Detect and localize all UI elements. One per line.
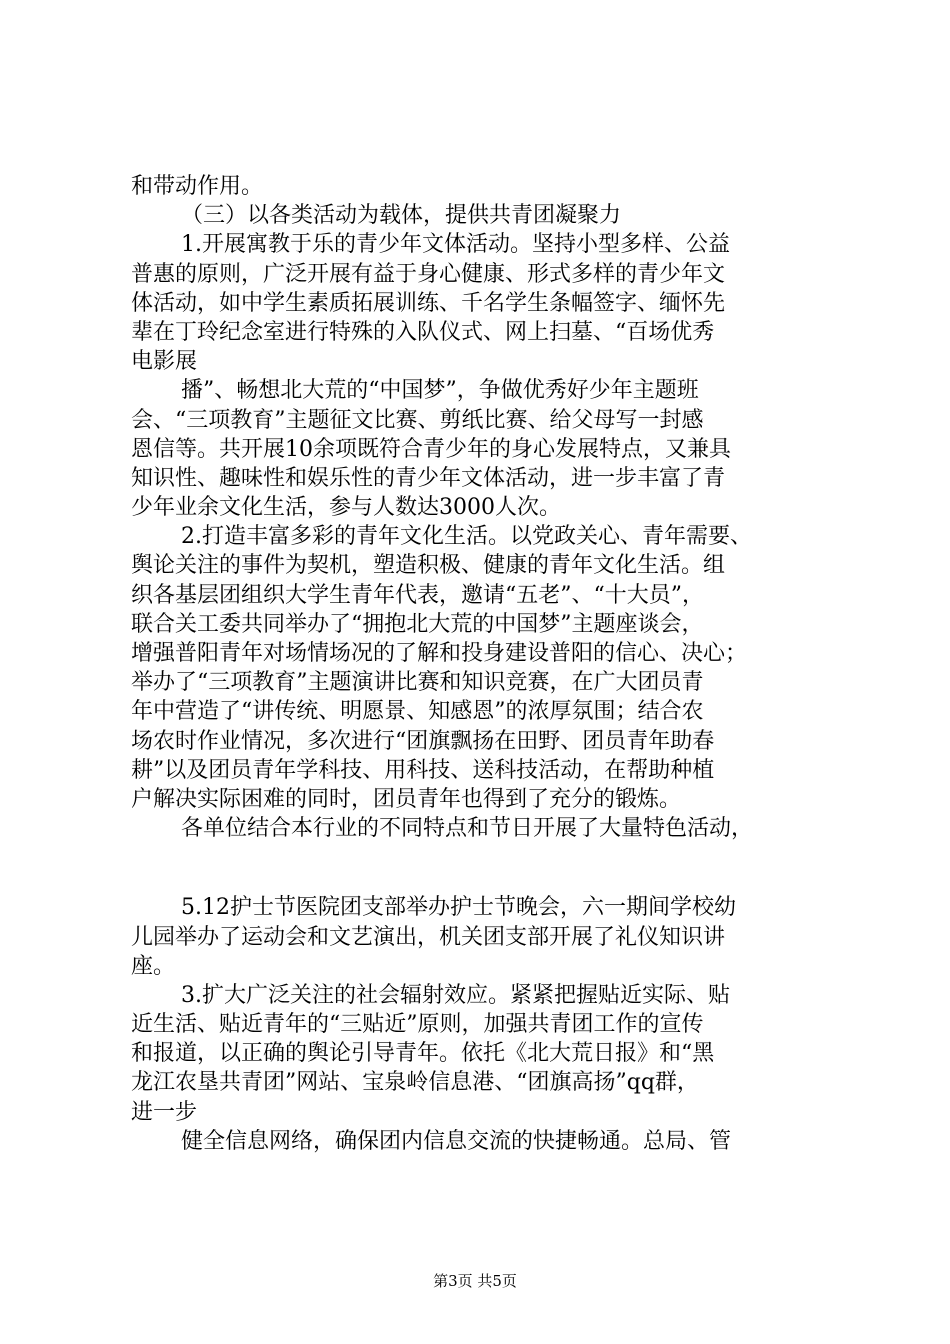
paragraph-block-1: [131, 172, 841, 843]
document-body: [131, 172, 841, 1156]
text-line: 进一步: [131, 1099, 198, 1125]
text-line: 户解决实际困难的同时，团员青年也得到了充分的锻炼。: [131, 786, 682, 812]
text-line: 舆论关注的事件为契机，塑造积极、健康的青年文化生活。组: [131, 553, 726, 579]
text-line: 少年业余文化生活，参与人数达3000人次。: [131, 495, 561, 521]
text-line: 和带动作用。: [131, 174, 264, 199]
text-line: 和报道，以正确的舆论引导青年。依托《北大荒日报》和“黑: [131, 1041, 715, 1067]
text-line: 举办了“三项教育”主题演讲比赛和知识竞赛，在广大团员青: [131, 670, 704, 696]
text-line: 织各基层团组织大学生青年代表，邀请“五老”、“十大员”，: [131, 582, 704, 608]
paragraph-gap: [131, 843, 841, 893]
text-line: 增强普阳青年对场情场况的了解和投身建设普阳的信心、决心；: [131, 641, 748, 666]
page-footer: 第3页 共5页: [433, 1272, 517, 1290]
text-line: 联合关工委共同举办了“拥抱北大荒的中国梦”主题座谈会，: [131, 611, 704, 637]
text-line: 各单位结合本行业的不同特点和节日开展了大量特色活动，: [181, 816, 754, 842]
text-line: 2.打造丰富多彩的青年文化生活。以党政关心、青年需要、: [181, 524, 752, 550]
text-line: 儿园举办了运动会和文艺演出，机关团支部开展了礼仪知识讲: [131, 924, 726, 950]
text-line: 3.扩大广泛关注的社会辐射效应。紧紧把握贴近实际、贴: [181, 982, 730, 1008]
text-line: 1.开展寓教于乐的青少年文体活动。坚持小型多样、公益: [181, 232, 730, 258]
text-line: （三）以各类活动为载体，提供共青团凝聚力: [181, 203, 622, 229]
text-line: 电影展: [131, 349, 198, 375]
text-line: 知识性、趣味性和娱乐性的青少年文体活动，进一步丰富了青: [131, 465, 726, 491]
text-line: 座。: [131, 953, 176, 979]
text-line: 近生活、贴近青年的“三贴近”原则，加强共青团工作的宣传: [131, 1012, 704, 1038]
text-line: 年中营造了“讲传统、明愿景、知感恩”的浓厚氛围；结合农: [131, 699, 704, 725]
text-line: 场农时作业情况，多次进行“团旗飘扬在田野、团员青年助春: [131, 728, 715, 754]
text-line: 健全信息网络，确保团内信息交流的快捷畅通。总局、管: [181, 1128, 732, 1154]
text-line: 恩信等。共开展10余项既符合青少年的身心发展特点，又兼具: [131, 436, 731, 462]
paragraph-block-2: [131, 893, 841, 1156]
text-line: 会、“三项教育”主题征文比赛、剪纸比赛、给父母写一封感: [131, 407, 704, 433]
text-line: 5.12护士节医院团支部举办护士节晚会，六一期间学校幼: [181, 895, 736, 921]
text-line: 龙江农垦共青团”网站、宝泉岭信息港、“团旗高扬”qq群，: [131, 1070, 699, 1096]
text-line: 体活动，如中学生素质拓展训练、千名学生条幅签字、缅怀先: [131, 290, 726, 316]
text-line: 播”、畅想北大荒的“中国梦”，争做优秀好少年主题班: [181, 378, 699, 404]
text-line: 耕”以及团员青年学科技、用科技、送科技活动，在帮助种植: [131, 757, 715, 783]
text-line: 辈在丁玲纪念室进行特殊的入队仪式、网上扫墓、“百场优秀: [131, 319, 715, 345]
text-line: 普惠的原则，广泛开展有益于身心健康、形式多样的青少年文: [131, 261, 726, 287]
